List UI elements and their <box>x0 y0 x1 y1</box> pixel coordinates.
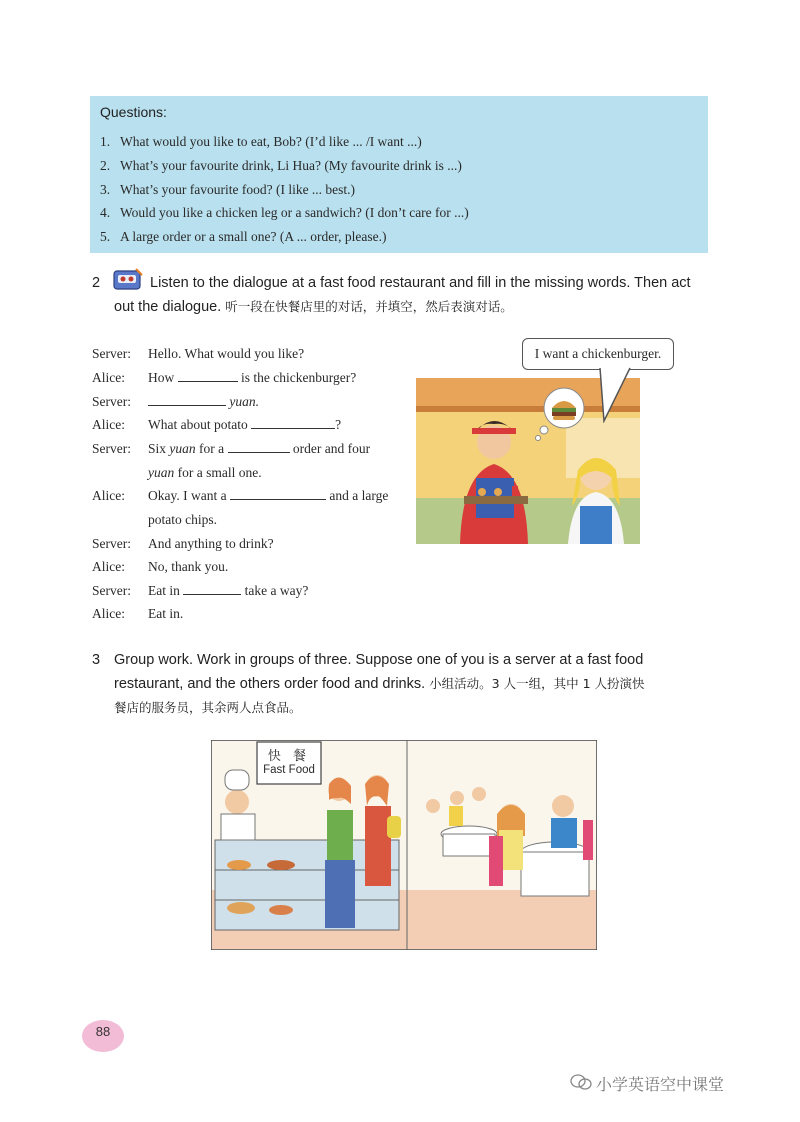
questions-box <box>90 96 708 253</box>
dialogue-line: Server: yuan. <box>92 394 259 409</box>
speech-bubble <box>522 338 674 370</box>
cassette-tape-icon <box>112 267 144 293</box>
fill-blank[interactable] <box>251 417 335 429</box>
dialogue-line: Alice: No, thank you. <box>92 559 229 574</box>
instruction-chinese-line-3: 餐店的服务员，其余两人点食品。 <box>114 700 302 715</box>
watermark-text: 小学英语空中课堂 <box>596 1075 725 1094</box>
instruction-text: Listen to the dialogue at a fast food restaurant and fill in the missing words. Then act <box>150 275 691 291</box>
question-item: 4. Would you like a chicken leg or a sandwich? (I don’t care for ...) <box>100 205 469 220</box>
fill-blank[interactable] <box>183 583 241 595</box>
fill-blank[interactable] <box>178 370 238 382</box>
question-item: 2. What’s your favourite drink, Li Hua? (My favourite drink is ...) <box>100 158 462 173</box>
exercise-2-number: 2 <box>92 275 101 291</box>
question-item: 1. What would you like to eat, Bob? (I’d like ... /I want ...) <box>100 134 422 149</box>
dialogue-line: Alice: What about potato ? <box>92 417 342 432</box>
fill-blank[interactable] <box>148 394 226 406</box>
dialogue-line: Alice: Okay. I want a and a large <box>92 488 389 503</box>
instruction-line-2: out the dialogue. 听一段在快餐店里的对话，并填空，然后表演对话。 <box>114 299 513 315</box>
dialogue-line: Server: Hello. What would you like? <box>92 346 305 361</box>
dialogue-line: Server: Eat in take a way? <box>92 583 309 598</box>
dialogue-line: Alice: How is the chickenburger? <box>92 370 357 385</box>
shop-sign-english: Fast Food <box>263 764 315 776</box>
exercise-3-number: 3 <box>92 652 101 668</box>
wechat-icon <box>570 1073 592 1091</box>
instruction-chinese: 小组活动。3 人一组，其中 1 人扮演快 <box>429 676 645 691</box>
instruction-text: Group work. Work in groups of three. Suppose one of you is a server at a fast food <box>114 652 644 668</box>
speech-bubble-tail <box>596 367 646 423</box>
exercise-2-instruction <box>92 271 712 321</box>
dialogue-line: potato chips. <box>148 512 217 527</box>
fill-blank[interactable] <box>228 441 290 453</box>
dialogue-line: yuan for a small one. <box>148 465 262 480</box>
exercise-3-instruction <box>92 648 712 720</box>
question-item: 3. What’s your favourite food? (I like ... best.) <box>100 182 356 197</box>
instruction-line-2: restaurant, and the others order food and drinks. 小组活动。3 人一组，其中 1 人扮演快 <box>114 676 645 692</box>
dialogue-line: Server: Six yuan for a order and four <box>92 441 371 456</box>
question-item: 5. A large order or a small one? (A ... order, please.) <box>100 229 387 244</box>
page-number: 88 <box>95 1024 111 1039</box>
shop-sign-chinese: 快 餐 <box>267 749 311 764</box>
fill-blank[interactable] <box>230 488 326 500</box>
fast-food-illustration <box>211 740 597 950</box>
dialogue-line: Alice: Eat in. <box>92 606 184 621</box>
instruction-chinese: 听一段在快餐店里的对话，并填空，然后表演对话。 <box>225 299 513 314</box>
dialogue-line: Server: And anything to drink? <box>92 536 274 551</box>
speech-bubble-text: I want a chickenburger. <box>534 346 662 361</box>
questions-title: Questions: <box>100 104 167 120</box>
